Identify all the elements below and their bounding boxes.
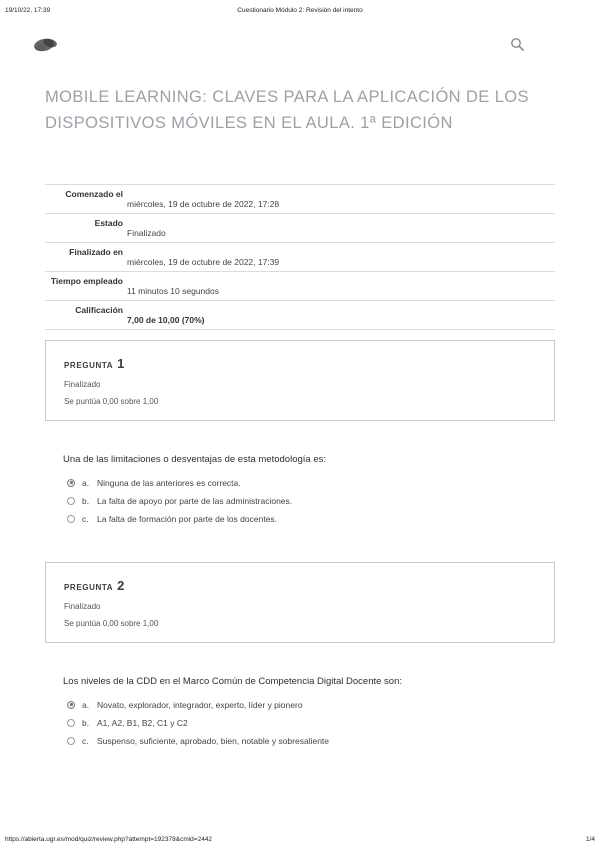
summary-value: 11 minutos 10 segundos	[127, 285, 219, 296]
question-1-info-box	[45, 340, 555, 421]
option-text: Suspenso, suficiente, aprobado, bien, notable y sobresaliente	[97, 735, 330, 746]
option-letter: b.	[82, 717, 90, 728]
print-footer	[5, 833, 595, 843]
summary-label: Finalizado en	[69, 246, 123, 257]
option-text: A1, A2, B1, B2, C1 y C2	[97, 717, 188, 728]
question-1-text: Una de las limitaciones o desventajas de esta metodología es:	[63, 453, 326, 465]
summary-row-state	[45, 213, 555, 242]
print-url: https://abierta.ugr.es/mod/quiz/review.php?attempt=192378&cmid=2442	[5, 836, 213, 843]
option-text: La falta de apoyo por parte de las administraciones.	[97, 495, 293, 506]
option-letter: c.	[82, 513, 89, 524]
question-grade: Se puntúa 0,00 sobre 1,00	[64, 618, 159, 628]
course-title: MOBILE LEARNING: CLAVES PARA LA APLICACIÓN DE LOS DISPOSITIVOS MÓVILES EN EL AULA. 1ª EDICIÓN	[45, 88, 529, 133]
answer-option[interactable]	[67, 496, 555, 506]
summary-value: Finalizado	[127, 227, 166, 238]
question-2-options	[67, 700, 555, 746]
radio-button[interactable]	[67, 479, 75, 487]
summary-label: Estado	[94, 217, 123, 228]
option-letter: c.	[82, 735, 89, 746]
question-1-header	[64, 356, 536, 371]
question-1	[45, 340, 555, 524]
summary-row-grade	[45, 300, 555, 329]
print-page-title: Cuestionario Módulo 2: Revisión del intento	[237, 7, 363, 14]
question-2-text: Los niveles de la CDD en el Marco Común de Competencia Digital Docente son:	[63, 675, 403, 687]
option-letter: a.	[82, 699, 90, 710]
radio-button[interactable]	[67, 719, 75, 727]
summary-value: miércoles, 19 de octubre de 2022, 17:28	[127, 198, 280, 209]
option-letter: b.	[82, 495, 90, 506]
answer-option[interactable]	[67, 478, 555, 488]
print-page-number: 1/4	[585, 836, 595, 843]
radio-button[interactable]	[67, 737, 75, 745]
summary-label: Comenzado el	[65, 188, 123, 199]
summary-row-started	[45, 184, 555, 213]
option-text: Novato, explorador, integrador, experto, líder y pionero	[97, 699, 303, 710]
option-text: La falta de formación por parte de los docentes.	[97, 513, 278, 524]
radio-button[interactable]	[67, 497, 75, 505]
radio-button[interactable]	[67, 701, 75, 709]
question-number: 1	[117, 355, 125, 371]
main-content	[45, 0, 555, 754]
summary-row-completed	[45, 242, 555, 271]
question-status: Finalizado	[64, 601, 101, 611]
question-2	[45, 562, 555, 746]
option-letter: a.	[82, 477, 90, 488]
summary-label: Calificación	[75, 304, 123, 315]
question-2-header	[64, 578, 536, 593]
question-grade: Se puntúa 0,00 sobre 1,00	[64, 396, 159, 406]
summary-row-time-taken	[45, 271, 555, 300]
summary-value-grade: 7,00 de 10,00 (70%)	[127, 314, 205, 325]
answer-option[interactable]	[67, 700, 555, 710]
question-number: 2	[117, 577, 125, 593]
answer-option[interactable]	[67, 718, 555, 728]
question-label: PREGUNTA	[64, 360, 114, 370]
question-label: PREGUNTA	[64, 582, 114, 592]
attempt-summary-table	[45, 184, 555, 330]
question-status: Finalizado	[64, 379, 101, 389]
summary-value: miércoles, 19 de octubre de 2022, 17:39	[127, 256, 280, 267]
answer-option[interactable]	[67, 514, 555, 524]
radio-button[interactable]	[67, 515, 75, 523]
summary-label: Tiempo empleado	[50, 275, 123, 286]
question-1-options	[67, 478, 555, 524]
answer-option[interactable]	[67, 736, 555, 746]
print-datetime: 19/10/22, 17:39	[5, 7, 51, 14]
option-text: Ninguna de las anteriores es correcta.	[97, 477, 241, 488]
question-2-info-box	[45, 562, 555, 643]
